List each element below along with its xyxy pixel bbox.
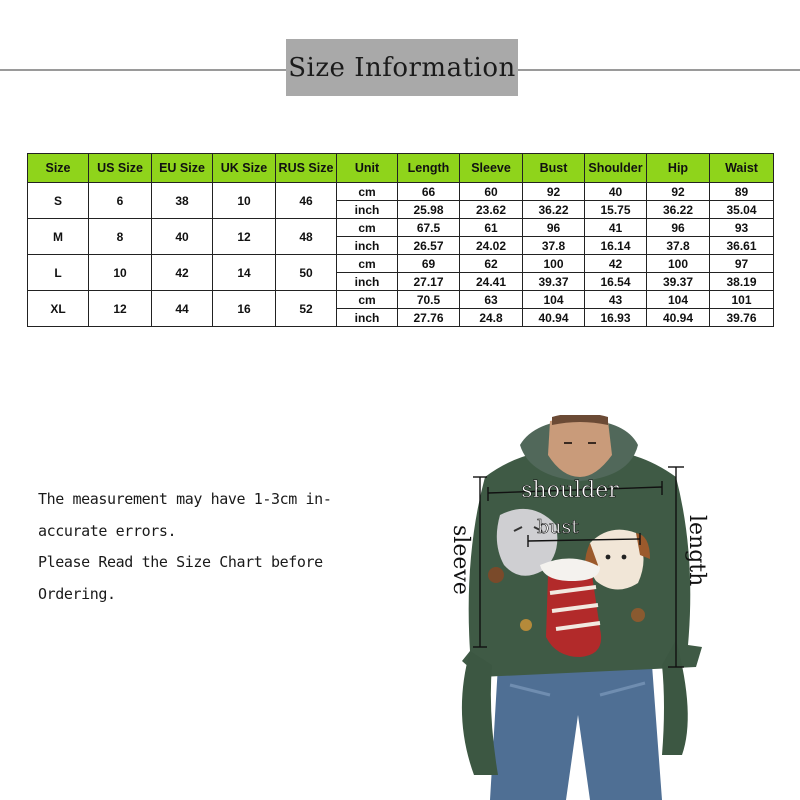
cell-bust: 96 xyxy=(523,219,585,237)
table-row xyxy=(28,255,774,273)
header-size: Size xyxy=(28,154,89,183)
cell-waist: 39.76 xyxy=(710,309,774,327)
cell-hip: 96 xyxy=(647,219,710,237)
cell-rus-size: 46 xyxy=(276,183,337,219)
cell-bust: 36.22 xyxy=(523,201,585,219)
cell-shoulder: 16.93 xyxy=(585,309,647,327)
cell-length: 66 xyxy=(398,183,460,201)
cell-hip: 40.94 xyxy=(647,309,710,327)
cell-sleeve: 62 xyxy=(460,255,523,273)
header-shoulder: Shoulder xyxy=(585,154,647,183)
cell-length: 27.17 xyxy=(398,273,460,291)
cell-hip: 36.22 xyxy=(647,201,710,219)
cell-waist: 97 xyxy=(710,255,774,273)
note-line: accurate errors. xyxy=(38,521,177,540)
header-eu-size: EU Size xyxy=(152,154,213,183)
cell-sleeve: 63 xyxy=(460,291,523,309)
cell-waist: 35.04 xyxy=(710,201,774,219)
cell-waist: 101 xyxy=(710,291,774,309)
cell-shoulder: 42 xyxy=(585,255,647,273)
cell-hip: 104 xyxy=(647,291,710,309)
cell-size: XL xyxy=(28,291,89,327)
cell-bust: 92 xyxy=(523,183,585,201)
header-unit: Unit xyxy=(337,154,398,183)
header-sleeve: Sleeve xyxy=(460,154,523,183)
cell-unit: inch xyxy=(337,201,398,219)
header-hip: Hip xyxy=(647,154,710,183)
cell-hip: 100 xyxy=(647,255,710,273)
cell-unit: cm xyxy=(337,183,398,201)
cell-size: S xyxy=(28,183,89,219)
cell-shoulder: 15.75 xyxy=(585,201,647,219)
header-uk-size: UK Size xyxy=(213,154,276,183)
cell-sleeve: 24.41 xyxy=(460,273,523,291)
note-line: Ordering. xyxy=(38,584,116,603)
cell-sleeve: 24.8 xyxy=(460,309,523,327)
cell-length: 25.98 xyxy=(398,201,460,219)
cell-unit: inch xyxy=(337,237,398,255)
cell-rus-size: 52 xyxy=(276,291,337,327)
cell-size: L xyxy=(28,255,89,291)
table-row xyxy=(28,183,774,201)
cell-eu-size: 38 xyxy=(152,183,213,219)
cell-length: 69 xyxy=(398,255,460,273)
cell-unit: cm xyxy=(337,255,398,273)
cell-uk-size: 12 xyxy=(213,219,276,255)
note-line: Please Read the Size Chart before xyxy=(38,553,323,571)
cell-waist: 38.19 xyxy=(710,273,774,291)
cell-length: 70.5 xyxy=(398,291,460,309)
cell-sleeve: 60 xyxy=(460,183,523,201)
cell-us-size: 10 xyxy=(89,255,152,291)
cell-size: M xyxy=(28,219,89,255)
cell-us-size: 12 xyxy=(89,291,152,327)
table-row xyxy=(28,291,774,309)
title-rule-right xyxy=(518,69,800,71)
cell-sleeve: 23.62 xyxy=(460,201,523,219)
cell-unit: inch xyxy=(337,309,398,327)
cell-shoulder: 43 xyxy=(585,291,647,309)
shoulder-label: shoulder xyxy=(521,478,619,503)
header-rus-size: RUS Size xyxy=(276,154,337,183)
table-header-row xyxy=(28,154,774,183)
jeans-image xyxy=(490,665,662,800)
header-us-size: US Size xyxy=(89,154,152,183)
cell-shoulder: 16.54 xyxy=(585,273,647,291)
cell-length: 27.76 xyxy=(398,309,460,327)
cell-us-size: 6 xyxy=(89,183,152,219)
header-length: Length xyxy=(398,154,460,183)
header-bust: Bust xyxy=(523,154,585,183)
cell-bust: 39.37 xyxy=(523,273,585,291)
cell-uk-size: 14 xyxy=(213,255,276,291)
cell-hip: 92 xyxy=(647,183,710,201)
hoodie-measurement-figure xyxy=(440,415,720,800)
cell-bust: 104 xyxy=(523,291,585,309)
cell-hip: 39.37 xyxy=(647,273,710,291)
cell-sleeve: 61 xyxy=(460,219,523,237)
cell-length: 67.5 xyxy=(398,219,460,237)
title-rule-left xyxy=(0,69,288,71)
cell-uk-size: 16 xyxy=(213,291,276,327)
cell-waist: 89 xyxy=(710,183,774,201)
cell-shoulder: 41 xyxy=(585,219,647,237)
cell-rus-size: 48 xyxy=(276,219,337,255)
page-title: Size Information xyxy=(288,52,516,83)
cell-hip: 37.8 xyxy=(647,237,710,255)
cell-bust: 100 xyxy=(523,255,585,273)
title-banner xyxy=(286,39,518,96)
cell-eu-size: 40 xyxy=(152,219,213,255)
cell-unit: cm xyxy=(337,291,398,309)
cell-unit: cm xyxy=(337,219,398,237)
measurement-note xyxy=(38,484,398,610)
cell-rus-size: 50 xyxy=(276,255,337,291)
cell-length: 26.57 xyxy=(398,237,460,255)
sleeve-label: sleeve xyxy=(448,525,473,595)
length-label: length xyxy=(684,515,709,587)
cell-bust: 37.8 xyxy=(523,237,585,255)
header-waist: Waist xyxy=(710,154,774,183)
size-table xyxy=(27,153,774,327)
cell-waist: 93 xyxy=(710,219,774,237)
cell-sleeve: 24.02 xyxy=(460,237,523,255)
table-row xyxy=(28,219,774,237)
cell-us-size: 8 xyxy=(89,219,152,255)
cell-shoulder: 40 xyxy=(585,183,647,201)
cell-eu-size: 42 xyxy=(152,255,213,291)
cell-eu-size: 44 xyxy=(152,291,213,327)
cell-waist: 36.61 xyxy=(710,237,774,255)
note-line: The measurement may have 1-3cm in- xyxy=(38,490,332,508)
cell-uk-size: 10 xyxy=(213,183,276,219)
cell-bust: 40.94 xyxy=(523,309,585,327)
cell-unit: inch xyxy=(337,273,398,291)
cell-shoulder: 16.14 xyxy=(585,237,647,255)
bust-label: bust xyxy=(537,516,579,538)
